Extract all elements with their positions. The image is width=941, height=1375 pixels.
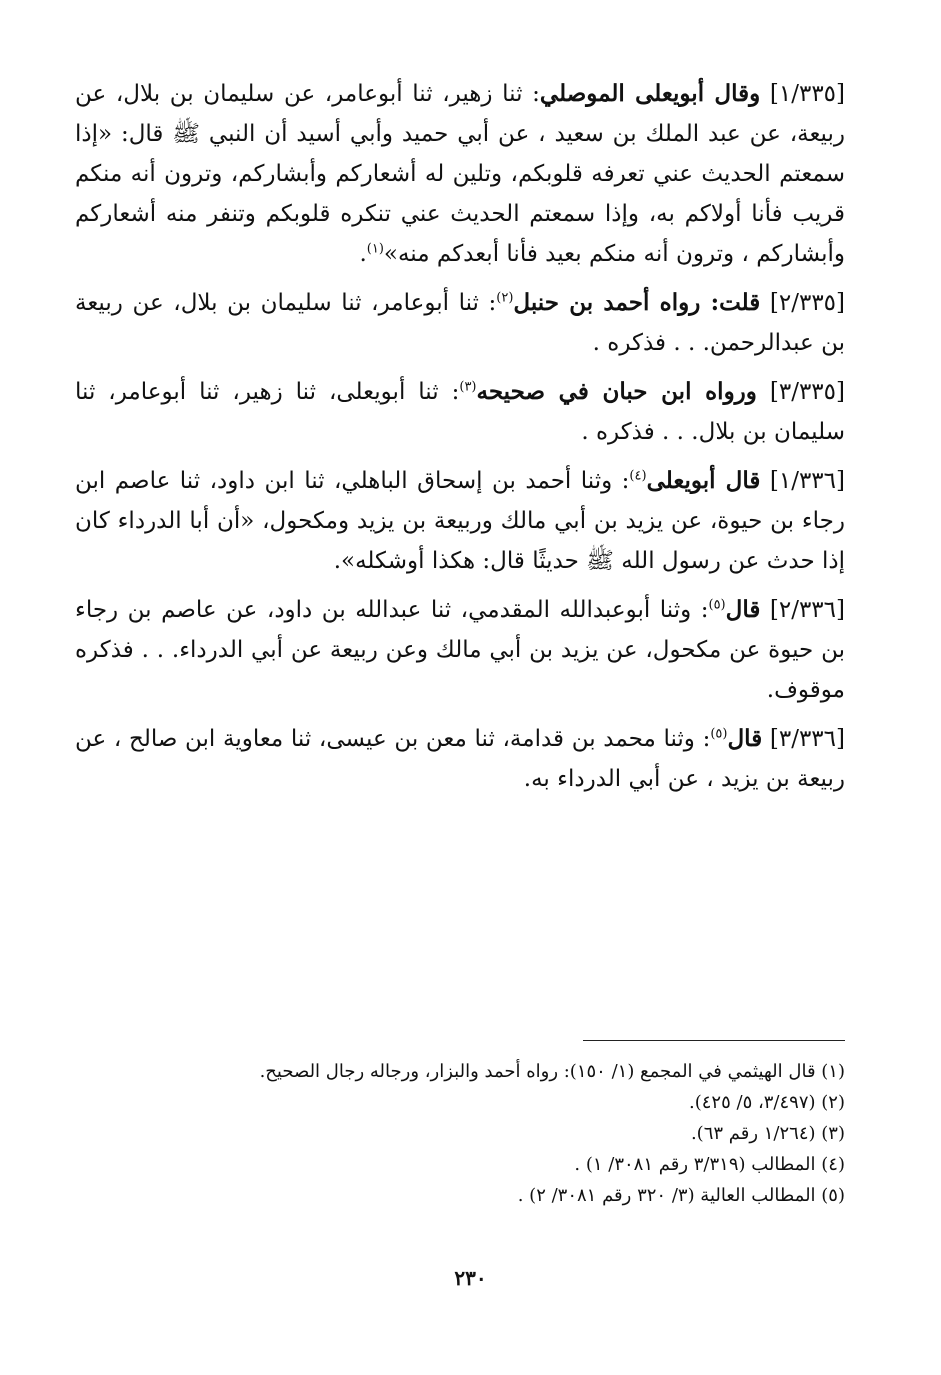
entry-text: : وثنا محمد بن قدامة، ثنا معن بن عيسى، ثنا معاوية ابن صالح ، عن ربيعة بن يزيد ، عن أبي الدرداء به. — [75, 726, 845, 792]
entry-text: : وثنا أبوعبدالله المقدمي، ثنا عبدالله بن داود، عن عاصم بن رجاء بن حيوة عن مكحول، عن يزيد بن أبي مالك وعن ربيعة عن أبي الدرداء. . . فذكره موقوف. — [75, 597, 845, 703]
entry-text: : وثنا أحمد بن إسحاق الباهلي، ثنا ابن داود، ثنا عاصم ابن رجاء بن حيوة، عن يزيد بن أبي مالك وربيعة بن يزيد ومكحول، «أن أبا الدرداء كان إذا حدث عن رسول الله ﷺ حديثًا قال: هكذا أوشكله». — [75, 468, 845, 574]
hadith-entry — [75, 372, 845, 452]
hadith-entry — [75, 74, 845, 274]
hadith-entry — [75, 461, 845, 581]
page-number: ٢٣٠ — [454, 1266, 487, 1290]
entry-text: : ثنا زهير، ثنا أبوعامر، عن سليمان بن بلال، عن ربيعة، عن عبد الملك بن سعيد ، عن أبي حميد وأبي أسيد أن النبي ﷺ قال: «إذا سمعتم الحديث عني تعرفه قلوبكم، وتلين له أشعاركم وأبشاركم، وترون أنه منكم قريب فأنا أولاكم به، وإذا سمعتم الحديث عني تنكره قلوبكم وتنفر منه أشعاركم وأبشاركم ، وترون أنه منكم بعيد فأنا أبعدكم منه» — [75, 81, 845, 267]
entry-heading: قلت: رواه أحمد بن حنبل — [513, 289, 761, 316]
footnote-divider — [583, 1040, 845, 1041]
hadith-entry — [75, 719, 845, 799]
footnote-item: (٥) المطالب العالية (٣/ ٣٢٠ رقم ٣٠٨١/ ٢) . — [517, 1185, 845, 1206]
entry-number: [١/٣٣٦] — [769, 468, 845, 494]
footnote-item: (١) قال الهيثمي في المجمع (١/ ١٥٠): رواه أحمد والبزار، ورجاله رجال الصحيح. — [259, 1061, 845, 1082]
footnotes-list — [75, 1056, 845, 1211]
footnote-item: (٤) المطالب (٣/٣١٩ رقم ٣٠٨١/ ١) . — [574, 1154, 845, 1175]
entry-heading: قال — [725, 596, 761, 623]
entry-heading: قال — [727, 725, 763, 752]
footnote-item: (٣) (١/٢٦٤ رقم ٦٣). — [690, 1123, 845, 1144]
footnote-ref: (٣) — [459, 379, 477, 395]
entry-number: [٢/٣٣٦] — [769, 597, 845, 623]
footnote-ref: (٤) — [629, 468, 647, 484]
entry-heading: قال أبويعلى — [646, 467, 761, 494]
entry-number: [١/٣٣٥] — [769, 81, 846, 107]
footnote-ref: (٥) — [708, 597, 726, 613]
entry-number: [٣/٣٣٥] — [769, 379, 845, 405]
entry-text: : ثنا أبويعلى، ثنا زهير، ثنا أبوعامر، ثنا سليمان بن بلال. . . فذكره . — [75, 379, 845, 445]
entry-number: [٣/٣٣٦] — [769, 726, 845, 752]
hadith-entry — [75, 283, 845, 363]
entry-heading: ورواه ابن حبان في صحيحه — [476, 378, 757, 405]
main-text — [75, 74, 845, 808]
footnote-ref: (٢) — [496, 290, 514, 306]
entry-heading: وقال أبويعلى الموصلي — [539, 80, 761, 107]
entry-text: : ثنا أبوعامر، ثنا سليمان بن بلال، عن ربيعة بن عبدالرحمن. . . فذكره . — [75, 290, 845, 356]
footnote-ref: (٥) — [710, 726, 728, 742]
footnote-ref: (١) — [366, 241, 384, 257]
footnote-item: (٢) (٣/٤٩٧، ٥/ ٤٢٥). — [689, 1092, 845, 1113]
entry-number: [٢/٣٣٥] — [769, 290, 846, 316]
hadith-entry — [75, 590, 845, 710]
entry-tail: . — [359, 241, 367, 267]
